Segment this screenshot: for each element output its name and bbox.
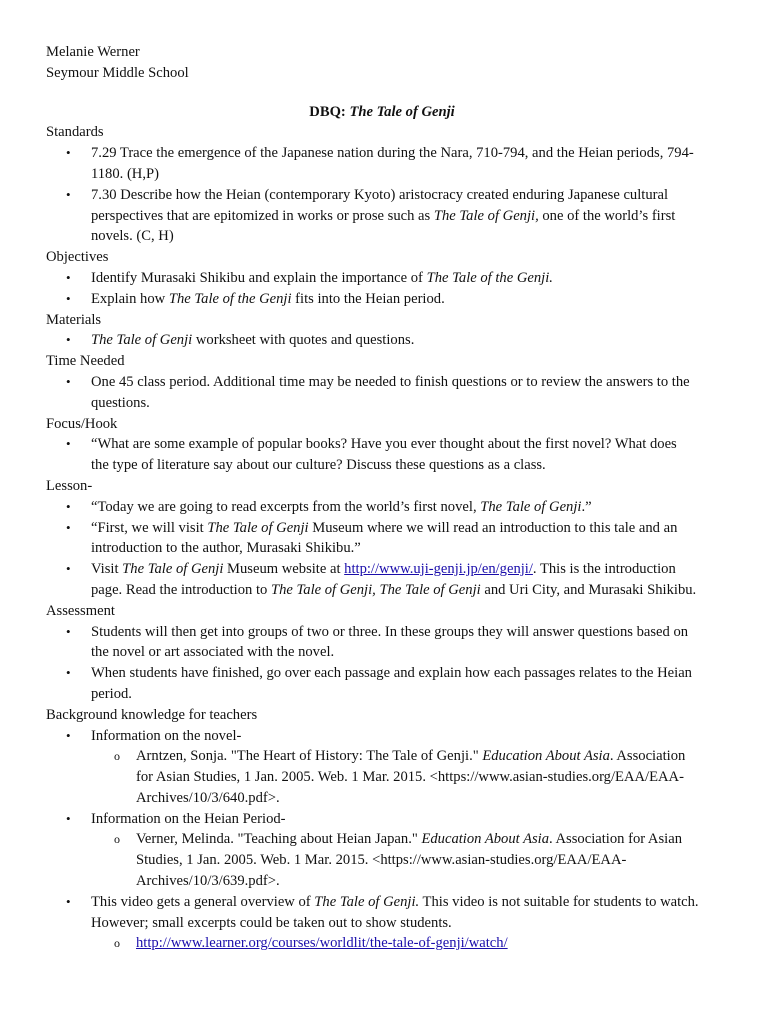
list-item-line bbox=[91, 559, 728, 580]
list-item-line bbox=[91, 580, 728, 601]
time-list bbox=[46, 372, 728, 414]
section-heading-background: Background knowledge for teachers bbox=[46, 706, 258, 723]
text-run: Verner, Melinda. "Teaching about Heian Japan." bbox=[136, 831, 422, 848]
list-item bbox=[46, 559, 728, 601]
italic-title: The Tale of Genji bbox=[207, 519, 309, 536]
text-run: .” bbox=[581, 498, 592, 515]
list-item-line: for Asian Studies, 1 Jan. 2005. Web. 1 Mar. 2015. <https://www.asian-studies.org/EAA/EAA- bbox=[136, 769, 684, 786]
italic-title: The Tale of Genji bbox=[480, 498, 582, 515]
text-run: Visit bbox=[91, 561, 123, 578]
text-run: This video is not suitable for students to watch. bbox=[419, 893, 699, 910]
list-item bbox=[46, 268, 728, 289]
list-item-line: questions. bbox=[91, 394, 150, 411]
section-heading-focus: Focus/Hook bbox=[46, 415, 118, 432]
citation-item bbox=[46, 933, 728, 954]
materials-list bbox=[46, 330, 728, 351]
italic-title: The Tale of Genji bbox=[122, 561, 224, 578]
text-run: “Today we are going to read excerpts from the world’s first novel, bbox=[91, 498, 481, 515]
text-run: Museum where we will read an introduction to this tale and an bbox=[308, 519, 678, 536]
italic-title: The Tale of Genji, bbox=[433, 207, 539, 224]
italic-title: Education About Asia bbox=[482, 748, 610, 765]
text-run: and Uri City, and Murasaki Shikibu. bbox=[480, 581, 697, 598]
text-run: page. Read the introduction to bbox=[91, 581, 271, 598]
title-italic: The Tale of Genji bbox=[349, 103, 455, 120]
list-item-line bbox=[91, 518, 728, 539]
list-item-line: Archives/10/3/640.pdf>. bbox=[136, 789, 280, 806]
list-item-line: the type of literature say about our culture? Discuss these questions as a class. bbox=[91, 457, 546, 474]
italic-title: The Tale of Genji, The Tale of Genji bbox=[270, 581, 481, 598]
section-heading-standards: Standards bbox=[46, 124, 104, 141]
list-item bbox=[46, 892, 728, 934]
text-run: “First, we will visit bbox=[91, 519, 208, 536]
list-item-line bbox=[136, 746, 728, 767]
assessment-list bbox=[46, 622, 728, 705]
list-item bbox=[46, 330, 728, 351]
text-run: worksheet with quotes and questions. bbox=[192, 332, 415, 349]
list-item-line: • 7.29 Trace the emergence of the Japanese nation during the Nara, 710-794, and the Heian periods, 794- bbox=[91, 145, 694, 162]
list-item bbox=[46, 143, 728, 185]
text-run: This video gets a general overview of bbox=[91, 893, 315, 910]
page-title bbox=[36, 102, 728, 123]
text-run: Arntzen, Sonja. "The Heart of History: The Tale of Genji." bbox=[136, 748, 483, 765]
section-heading-materials: Materials bbox=[46, 311, 102, 328]
list-item bbox=[46, 622, 728, 664]
text-run: fits into the Heian period. bbox=[291, 290, 445, 307]
list-item bbox=[46, 518, 728, 560]
school-name: Seymour Middle School bbox=[46, 64, 189, 81]
section-heading-time: Time Needed bbox=[46, 353, 125, 370]
text-run: Identify Murasaki Shikibu and explain the importance of bbox=[91, 269, 427, 286]
list-item-line: However; small excerpts could be taken out to show students. bbox=[91, 914, 452, 931]
text-run: Museum website at bbox=[223, 561, 345, 578]
list-item-line: period. bbox=[91, 685, 132, 702]
objectives-list bbox=[46, 268, 728, 310]
list-item: • Information on the novel- bbox=[46, 726, 728, 747]
text-run: . This is the introduction bbox=[532, 561, 676, 578]
list-item-line: the novel or art associated with the novel. bbox=[91, 644, 335, 661]
list-item bbox=[46, 372, 728, 414]
list-item-line: • When students have finished, go over each passage and explain how each passages relates to the Heian bbox=[91, 665, 692, 682]
list-item-line: Studies, 1 Jan. 2005. Web. 1 Mar. 2015. <https://www.asian-studies.org/EAA/EAA- bbox=[136, 852, 627, 869]
text-run: perspectives that are epitomized in works or prose such as bbox=[91, 207, 434, 224]
list-item-line: • 7.30 Describe how the Heian (contemporary Kyoto) aristocracy created enduring Japanese cultural bbox=[91, 186, 669, 203]
list-item bbox=[46, 434, 728, 476]
genji-museum-link[interactable]: http://www.uji-genji.jp/en/genji/ bbox=[344, 561, 533, 578]
section-heading-assessment: Assessment bbox=[46, 602, 115, 619]
list-item-line: introduction to the author, Murasaki Shikibu.” bbox=[91, 540, 361, 557]
title-prefix: DBQ: bbox=[309, 103, 346, 120]
list-item-line: Archives/10/3/639.pdf>. bbox=[136, 873, 280, 890]
text-run: . Association bbox=[609, 748, 686, 765]
text-run: one of the world’s first bbox=[538, 207, 676, 224]
text-run: . Association for Asian bbox=[549, 831, 682, 848]
background-list bbox=[46, 726, 728, 955]
list-item bbox=[46, 289, 728, 310]
italic-title: The Tale of Genji. bbox=[314, 893, 420, 910]
list-item-line: • “What are some example of popular books? Have you ever thought about the first novel? What does bbox=[91, 436, 677, 453]
section-heading-lesson: Lesson- bbox=[46, 477, 93, 494]
lesson-list bbox=[46, 497, 728, 601]
list-item-line: • One 45 class period. Additional time may be needed to finish questions or to review the answers to the bbox=[91, 373, 690, 390]
citation-item bbox=[46, 829, 728, 891]
focus-list bbox=[46, 434, 728, 476]
list-item-line bbox=[136, 829, 728, 850]
italic-title: Education About Asia bbox=[421, 831, 550, 848]
citation-item bbox=[46, 746, 728, 808]
list-item bbox=[46, 497, 728, 518]
list-item: • Information on the Heian Period- bbox=[46, 809, 728, 830]
list-item-line bbox=[91, 206, 728, 227]
list-item bbox=[46, 663, 728, 705]
text-run: Explain how bbox=[91, 290, 169, 307]
list-item-line: • Students will then get into groups of two or three. In these groups they will answer questions based on bbox=[91, 623, 689, 640]
list-item-line bbox=[91, 892, 728, 913]
italic-title: The Tale of the Genji bbox=[168, 290, 292, 307]
section-heading-objectives: Objectives bbox=[46, 249, 109, 266]
list-item bbox=[46, 185, 728, 247]
learner-video-link[interactable]: http://www.learner.org/courses/worldlit/the-tale-of-genji/watch/ bbox=[136, 935, 508, 952]
list-item-line: 1180. (H,P) bbox=[91, 165, 159, 182]
italic-title: The Tale of Genji bbox=[91, 332, 193, 349]
standards-list bbox=[46, 143, 728, 247]
list-item-line: novels. (C, H) bbox=[91, 228, 174, 245]
italic-title: The Tale of the Genji. bbox=[426, 269, 553, 286]
author-name: Melanie Werner bbox=[46, 44, 140, 60]
